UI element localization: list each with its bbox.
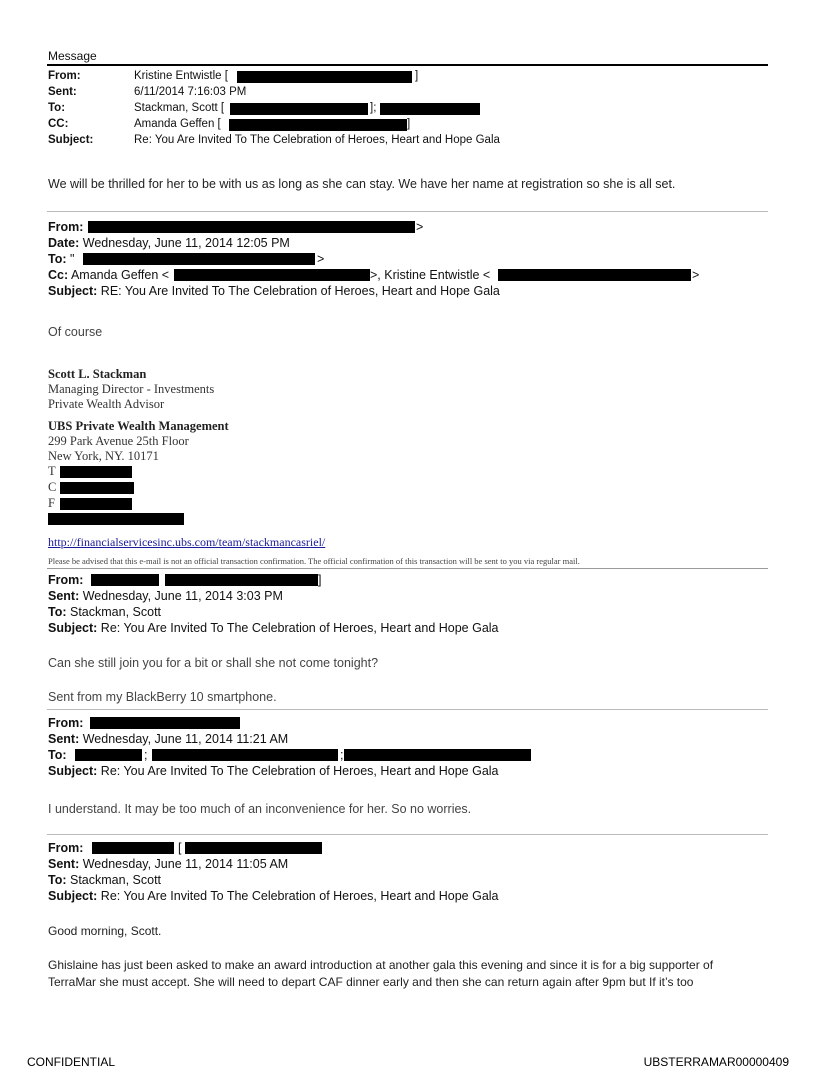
quote1-cc-value-c: >	[692, 268, 700, 282]
redaction-block	[174, 269, 370, 281]
quote3-from	[48, 715, 83, 731]
quote4-from-bracket: [	[178, 841, 182, 855]
message-label: Message	[48, 49, 97, 63]
quote1-subject-label: Subject:	[48, 284, 98, 298]
redaction-block	[152, 749, 338, 761]
disclaimer-text: Please be advised that this e-mail is not an official transaction confirmation. The official confirmation of this transaction will be sent to you via regular mail.	[48, 556, 580, 566]
quote2-to	[48, 604, 161, 620]
quote2-subject-value: Re: You Are Invited To The Celebration of Heroes, Heart and Hope Gala	[100, 621, 499, 635]
quote1-from-tail: >	[416, 220, 424, 234]
subject-label: Subject:	[48, 134, 94, 146]
redaction-block	[165, 574, 318, 586]
quote1-cc-value-a: Amanda Geffen <	[70, 268, 170, 282]
to-value: Stackman, Scott [	[134, 102, 225, 114]
quote2-body: Can she still join you for a bit or shall she not come tonight?	[48, 656, 379, 670]
quote1-subject-value: RE: You Are Invited To The Celebration of Heroes, Heart and Hope Gala	[100, 284, 500, 298]
quote1-cc-value-b: >, Kristine Entwistle <	[370, 268, 491, 282]
quote4-to-value: Stackman, Scott	[70, 873, 162, 887]
quote2-sent-value: Wednesday, June 11, 2014 3:03 PM	[82, 589, 283, 603]
quote1-to-value: "	[70, 252, 75, 266]
signature-name: Scott L. Stackman	[48, 367, 147, 381]
redaction-block	[60, 482, 134, 494]
quote-divider	[47, 568, 768, 569]
cc-close: ]	[407, 118, 411, 130]
redaction-block	[48, 513, 184, 525]
quote1-cc-label: Cc:	[48, 268, 69, 282]
redaction-block	[83, 253, 315, 265]
redaction-block	[88, 221, 415, 233]
quote3-subject-label: Subject:	[48, 764, 98, 778]
quote3-subject	[48, 763, 499, 779]
sent-label: Sent:	[48, 86, 77, 98]
quote3-to	[48, 747, 67, 763]
quote3-sent-label: Sent:	[48, 732, 80, 746]
subject-value: Re: You Are Invited To The Celebration of Heroes, Heart and Hope Gala	[134, 134, 500, 146]
quote3-sent	[48, 731, 288, 747]
sent-value: 6/11/2014 7:16:03 PM	[134, 86, 247, 98]
quote1-date-value: Wednesday, June 11, 2014 12:05 PM	[82, 236, 290, 250]
quote4-to	[48, 872, 161, 888]
quote4-to-label: To:	[48, 873, 67, 887]
quote2-to-value: Stackman, Scott	[70, 605, 162, 619]
quote3-from-label: From:	[48, 716, 84, 730]
quote1-to-tail: >	[317, 252, 325, 266]
quote1-to-label: To:	[48, 252, 67, 266]
quote4-sent-value: Wednesday, June 11, 2014 11:05 AM	[82, 857, 289, 871]
redaction-block	[380, 103, 480, 115]
quote2-to-label: To:	[48, 605, 67, 619]
quote2-subject	[48, 620, 499, 636]
redaction-block	[75, 749, 142, 761]
signature-phone-c-label: C	[48, 480, 57, 494]
redaction-block	[90, 717, 240, 729]
quote2-from-label: From:	[48, 573, 84, 587]
quote-divider	[47, 709, 768, 710]
quote4-sent-label: Sent:	[48, 857, 80, 871]
body-paragraph: We will be thrilled for her to be with us as long as she can stay. We have her name at registration so she is all set.	[48, 177, 676, 191]
quote2-from	[48, 572, 83, 588]
signature-address2: New York, NY. 10171	[48, 449, 159, 463]
quote4-from	[48, 840, 83, 856]
quote3-sent-value: Wednesday, June 11, 2014 11:21 AM	[82, 732, 289, 746]
redaction-block	[237, 71, 412, 83]
quote1-cc	[48, 267, 169, 283]
quote4-from-label: From:	[48, 841, 84, 855]
signature-fax-f-label: F	[48, 496, 55, 510]
signature-phone-t-label: T	[48, 464, 56, 478]
from-label: From:	[48, 70, 81, 82]
quote2-signoff: Sent from my BlackBerry 10 smartphone.	[48, 690, 277, 704]
quote4-subject-value: Re: You Are Invited To The Celebration of Heroes, Heart and Hope Gala	[100, 889, 499, 903]
quote1-date-label: Date:	[48, 236, 80, 250]
signature-address1: 299 Park Avenue 25th Floor	[48, 434, 189, 448]
redaction-block	[60, 498, 132, 510]
redaction-block	[91, 574, 159, 586]
quote2-sent-label: Sent:	[48, 589, 80, 603]
quote1-date	[48, 235, 290, 251]
bates-number: UBSTERRAMAR00000409	[643, 1055, 789, 1069]
quote1-body: Of course	[48, 325, 103, 339]
quote3-to-sep2: ;	[340, 748, 344, 762]
quote4-subject	[48, 888, 499, 904]
quote1-to	[48, 251, 74, 267]
signature-title: Managing Director - Investments	[48, 382, 215, 396]
quote4-body-line1: Ghislaine has just been asked to make an award introduction at another gala this evening and since it is for a big supporter of	[48, 958, 714, 972]
header-rule	[47, 64, 768, 66]
to-sep: ];	[370, 102, 377, 114]
quote4-subject-label: Subject:	[48, 889, 98, 903]
redaction-block	[230, 103, 368, 115]
quote4-body-line2: TerraMar she must accept. She will need to depart CAF dinner early and then she can return again after 9pm but If it’s too	[48, 975, 694, 989]
team-website-link[interactable]: http://financialservicesinc.ubs.com/team/stackmancasriel/	[48, 535, 326, 549]
quote4-sent	[48, 856, 288, 872]
to-label: To:	[48, 102, 66, 114]
quote3-to-sep1: ;	[144, 748, 148, 762]
quote1-subject	[48, 283, 500, 299]
quote1-from	[48, 219, 83, 235]
from-value: Kristine Entwistle [	[134, 70, 228, 82]
quote-divider	[47, 834, 768, 835]
redaction-block	[185, 842, 322, 854]
quote1-from-label: From:	[48, 220, 84, 234]
quote3-to-label: To:	[48, 748, 67, 762]
redaction-block	[60, 466, 132, 478]
quote2-from-tail: ]	[318, 573, 322, 587]
redaction-block	[344, 749, 531, 761]
from-close: ]	[415, 70, 419, 82]
signature-role: Private Wealth Advisor	[48, 397, 165, 411]
quote3-subject-value: Re: You Are Invited To The Celebration of Heroes, Heart and Hope Gala	[100, 764, 499, 778]
quote2-sent	[48, 588, 283, 604]
redaction-block	[92, 842, 174, 854]
cc-value: Amanda Geffen [	[134, 118, 221, 130]
signature-company: UBS Private Wealth Management	[48, 419, 229, 433]
quote3-body: I understand. It may be too much of an inconvenience for her. So no worries.	[48, 802, 472, 816]
confidential-label: CONFIDENTIAL	[27, 1055, 116, 1069]
quote-divider	[47, 211, 768, 212]
redaction-block	[498, 269, 691, 281]
redaction-block	[229, 119, 407, 131]
cc-label: CC:	[48, 118, 69, 130]
quote2-subject-label: Subject:	[48, 621, 98, 635]
quote4-greeting: Good morning, Scott.	[48, 924, 162, 938]
